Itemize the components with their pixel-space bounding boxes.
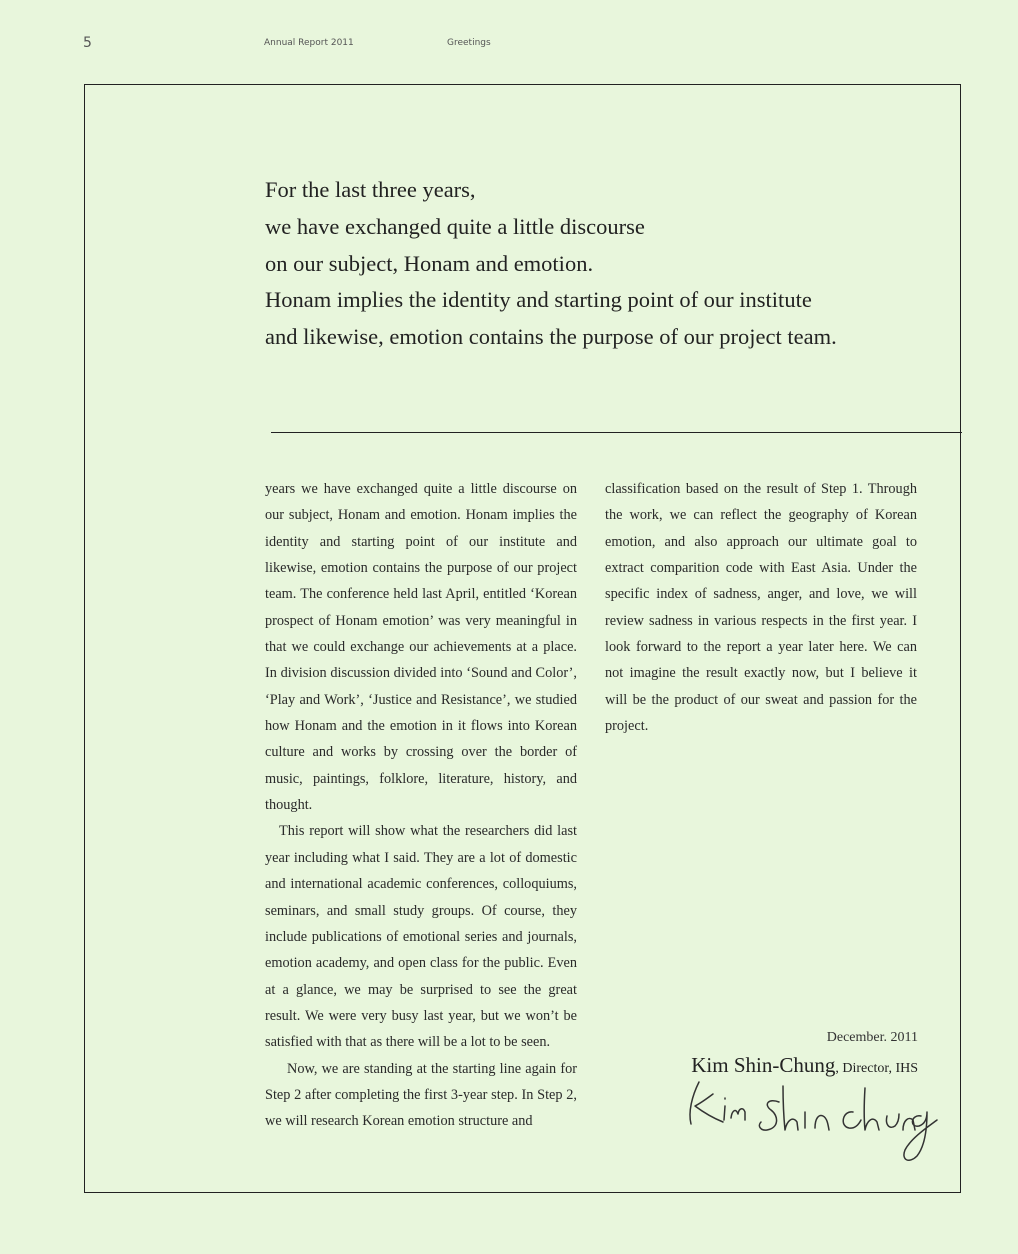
running-header-section: Greetings: [447, 38, 491, 48]
signer-name: Kim Shin-Chung: [691, 1053, 836, 1077]
intro-line: Honam implies the identity and starting point of our institute: [265, 287, 812, 313]
body-paragraph: Now, we are standing at the starting line again for Step 2 after completing the first 3-year step. In Step 2, we will research Korean emotion structure and: [265, 1060, 577, 1130]
body-paragraph: classification based on the result of Step 1. Through the work, we can reflect the geography of Korean emotion, and also approach our ultimate goal to extract comparition code with East Asia. Under the specific index of sadness, anger, and love, we will review sadness in various respects in the first year. I look forward to the report a year later here. We can not imagine the result exactly now, but I believe it will be the product of our sweat and passion for the project.: [605, 481, 917, 735]
intro-line: we have exchanged quite a little discourse: [265, 213, 645, 239]
handwritten-signature: [683, 1076, 943, 1166]
intro-line: For the last three years,: [265, 177, 476, 202]
intro-line: and likewise, emotion contains the purpose of our project team.: [265, 324, 837, 350]
section-divider: [271, 432, 962, 433]
intro-quote: [265, 172, 905, 356]
signoff-line: [691, 1053, 918, 1078]
body-paragraph: This report will show what the researchers did last year including what I said. They are a lot of domestic and international academic conferences, colloquiums, seminars, and small study groups. Of course, they include publications of emotional series and journals, emotion academy, and open class for the public. Even at a glance, we may be surprised to see the great result. We were very busy last year, but we won’t be satisfied with that as there will be a lot to be seen.: [265, 823, 577, 1051]
signer-role: , Director, IHS: [835, 1061, 918, 1076]
body-column-right: [605, 476, 917, 739]
intro-line: on our subject, Honam and emotion.: [265, 250, 594, 276]
running-header-report: Annual Report 2011: [264, 38, 354, 48]
signoff-date: December. 2011: [826, 1030, 918, 1045]
body-paragraph: years we have exchanged quite a little discourse on our subject, Honam and emotion. Honam implies the identity and starting point of our institute and likewise, emotion contains the purpose of our project team. The conference held last April, entitled ‘Korean prospect of Honam emotion’ was very meaningful in that we could exchange our achievements at a place. In division discussion divided into ‘Sound and Color’, ‘Play and Work’, ‘Justice and Resistance’, we studied how Honam and the emotion in it flows into Korean culture and works by crossing over the border of music, paintings, folklore, literature, history, and thought.: [265, 481, 577, 814]
body-column-left: [265, 476, 577, 1135]
page-number: 5: [83, 35, 92, 51]
